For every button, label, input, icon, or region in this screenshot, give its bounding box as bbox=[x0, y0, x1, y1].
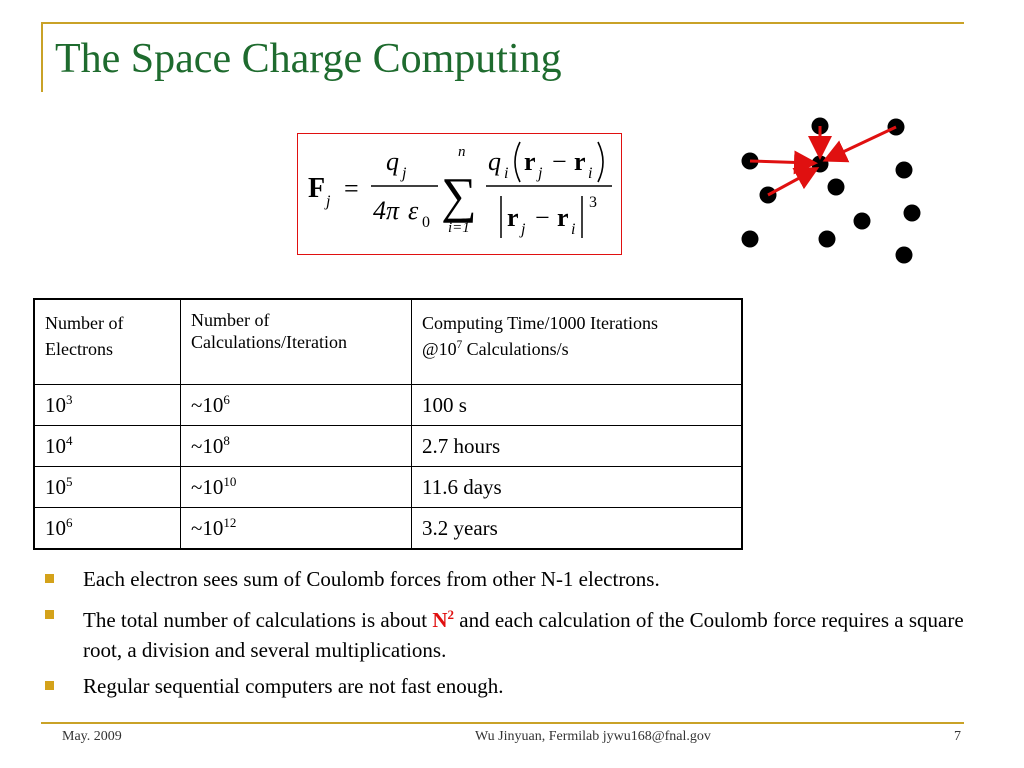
bullet-item bbox=[45, 600, 995, 665]
bullet-text: and each calculation of the Coulomb force requires a square root, a division and several multiplications. bbox=[83, 608, 964, 662]
cell-exponent: 3 bbox=[66, 392, 73, 407]
cell-base: ~10 bbox=[191, 475, 224, 499]
table-row bbox=[34, 426, 742, 467]
coulomb-formula bbox=[298, 134, 621, 254]
square-bullet-icon bbox=[45, 681, 54, 690]
cell-base: ~10 bbox=[191, 434, 224, 458]
table-row bbox=[34, 508, 742, 550]
den-exponent: 3 bbox=[589, 194, 597, 211]
cell-time: 11.6 days bbox=[412, 467, 743, 508]
header-text: @10 bbox=[422, 339, 457, 360]
den-r-j: r bbox=[507, 203, 519, 232]
header-side-rule bbox=[41, 22, 43, 92]
cell-electrons bbox=[34, 426, 181, 467]
bullet-text: Each electron sees sum of Coulomb forces from other N-1 electrons. bbox=[83, 567, 660, 591]
formula-equals: = bbox=[344, 174, 359, 203]
highlight-exponent: 2 bbox=[447, 607, 455, 622]
paren-left bbox=[515, 142, 520, 182]
formula-qi: q bbox=[488, 147, 501, 176]
header-text: Electrons bbox=[45, 339, 113, 360]
header-text: Computing Time/1000 Iterations bbox=[422, 313, 659, 333]
highlight-n: N bbox=[432, 608, 448, 632]
electron-dot bbox=[819, 231, 836, 248]
cell-time: 3.2 years bbox=[412, 508, 743, 550]
header-text: Number of bbox=[45, 313, 124, 333]
num-r-i-sub: i bbox=[588, 165, 593, 182]
cell-exponent: 5 bbox=[66, 474, 73, 489]
num-r-j: r bbox=[524, 147, 536, 176]
force-arrow bbox=[750, 161, 812, 163]
header-computing-time bbox=[412, 299, 743, 385]
table-row bbox=[34, 467, 742, 508]
electron-dot bbox=[896, 247, 913, 264]
electron-dot bbox=[812, 156, 829, 173]
electron-diagram-svg bbox=[730, 110, 940, 270]
cell-base: ~10 bbox=[191, 393, 224, 417]
cell-base: 10 bbox=[45, 434, 66, 458]
bullet-text: Regular sequential computers are not fast enough. bbox=[83, 674, 504, 698]
electron-dot bbox=[828, 179, 845, 196]
electron-dot bbox=[904, 205, 921, 222]
electron-dot bbox=[854, 213, 871, 230]
cell-base: ~10 bbox=[191, 516, 224, 540]
formula-qi-sub: i bbox=[504, 165, 509, 182]
cell-exponent: 12 bbox=[223, 515, 237, 530]
den-r-i-sub: i bbox=[571, 221, 576, 238]
formula-F-sub: j bbox=[326, 193, 331, 210]
cell-calculations bbox=[181, 385, 412, 426]
paren-right bbox=[598, 142, 603, 182]
cell-base: 10 bbox=[45, 516, 66, 540]
den-r-j-sub: j bbox=[521, 221, 526, 238]
cell-calculations bbox=[181, 467, 412, 508]
electron-dot bbox=[896, 162, 913, 179]
cell-exponent: 6 bbox=[223, 392, 230, 407]
num-r-j-sub: j bbox=[538, 165, 543, 182]
formula-4pi: 4π bbox=[373, 196, 400, 225]
den-r-i: r bbox=[557, 203, 569, 232]
cell-base: 10 bbox=[45, 393, 66, 417]
num-r-i: r bbox=[574, 147, 586, 176]
cell-exponent: 8 bbox=[223, 433, 230, 448]
force-arrow bbox=[828, 127, 896, 159]
cell-calculations bbox=[181, 508, 412, 550]
computing-time-table bbox=[33, 298, 743, 550]
header-text: Calculations/s bbox=[462, 339, 569, 360]
electron-diagram bbox=[730, 110, 940, 275]
header-rule bbox=[41, 22, 964, 24]
formula-F: F bbox=[308, 173, 326, 204]
bullet-item bbox=[45, 564, 995, 594]
header-exponent: 7 bbox=[456, 339, 463, 352]
bullet-text: The total number of calculations is about bbox=[83, 608, 433, 632]
formula-box bbox=[297, 133, 622, 255]
header-electrons bbox=[34, 299, 181, 385]
cell-time: 2.7 hours bbox=[412, 426, 743, 467]
formula-q-sub: j bbox=[402, 165, 407, 182]
cell-exponent: 4 bbox=[66, 433, 73, 448]
cell-electrons bbox=[34, 467, 181, 508]
electron-dot bbox=[742, 231, 759, 248]
footer-author: Wu Jinyuan, Fermilab jywu168@fnal.gov bbox=[475, 729, 711, 744]
cell-time: 100 s bbox=[412, 385, 743, 426]
cell-electrons bbox=[34, 508, 181, 550]
square-bullet-icon bbox=[45, 610, 54, 619]
cell-exponent: 10 bbox=[223, 474, 237, 489]
bullet-list bbox=[45, 564, 995, 707]
slide-title: The Space Charge Computing bbox=[55, 36, 562, 82]
header-calculations bbox=[181, 299, 412, 385]
footer-page-number: 7 bbox=[954, 729, 961, 744]
footer-date: May. 2009 bbox=[62, 729, 122, 744]
cell-exponent: 6 bbox=[66, 515, 73, 530]
formula-epsilon: ε bbox=[408, 196, 419, 225]
den-minus: − bbox=[535, 203, 550, 232]
formula-q: q bbox=[386, 147, 399, 176]
header-text: Calculations/Iteration bbox=[191, 331, 347, 352]
header-text: Number of bbox=[191, 310, 270, 330]
num-minus: − bbox=[552, 147, 567, 176]
table-header-row bbox=[34, 299, 742, 385]
cell-electrons bbox=[34, 385, 181, 426]
square-bullet-icon bbox=[45, 574, 54, 583]
bullet-item bbox=[45, 671, 995, 701]
cell-base: 10 bbox=[45, 475, 66, 499]
sum-upper-limit: n bbox=[458, 144, 466, 160]
cell-calculations bbox=[181, 426, 412, 467]
table-row bbox=[34, 385, 742, 426]
footer-rule bbox=[41, 722, 964, 724]
sum-lower-limit: i=1 bbox=[448, 220, 470, 236]
formula-epsilon-sub: 0 bbox=[422, 214, 430, 231]
force-arrow bbox=[768, 170, 814, 195]
sum-sign: ∑ bbox=[441, 167, 477, 223]
